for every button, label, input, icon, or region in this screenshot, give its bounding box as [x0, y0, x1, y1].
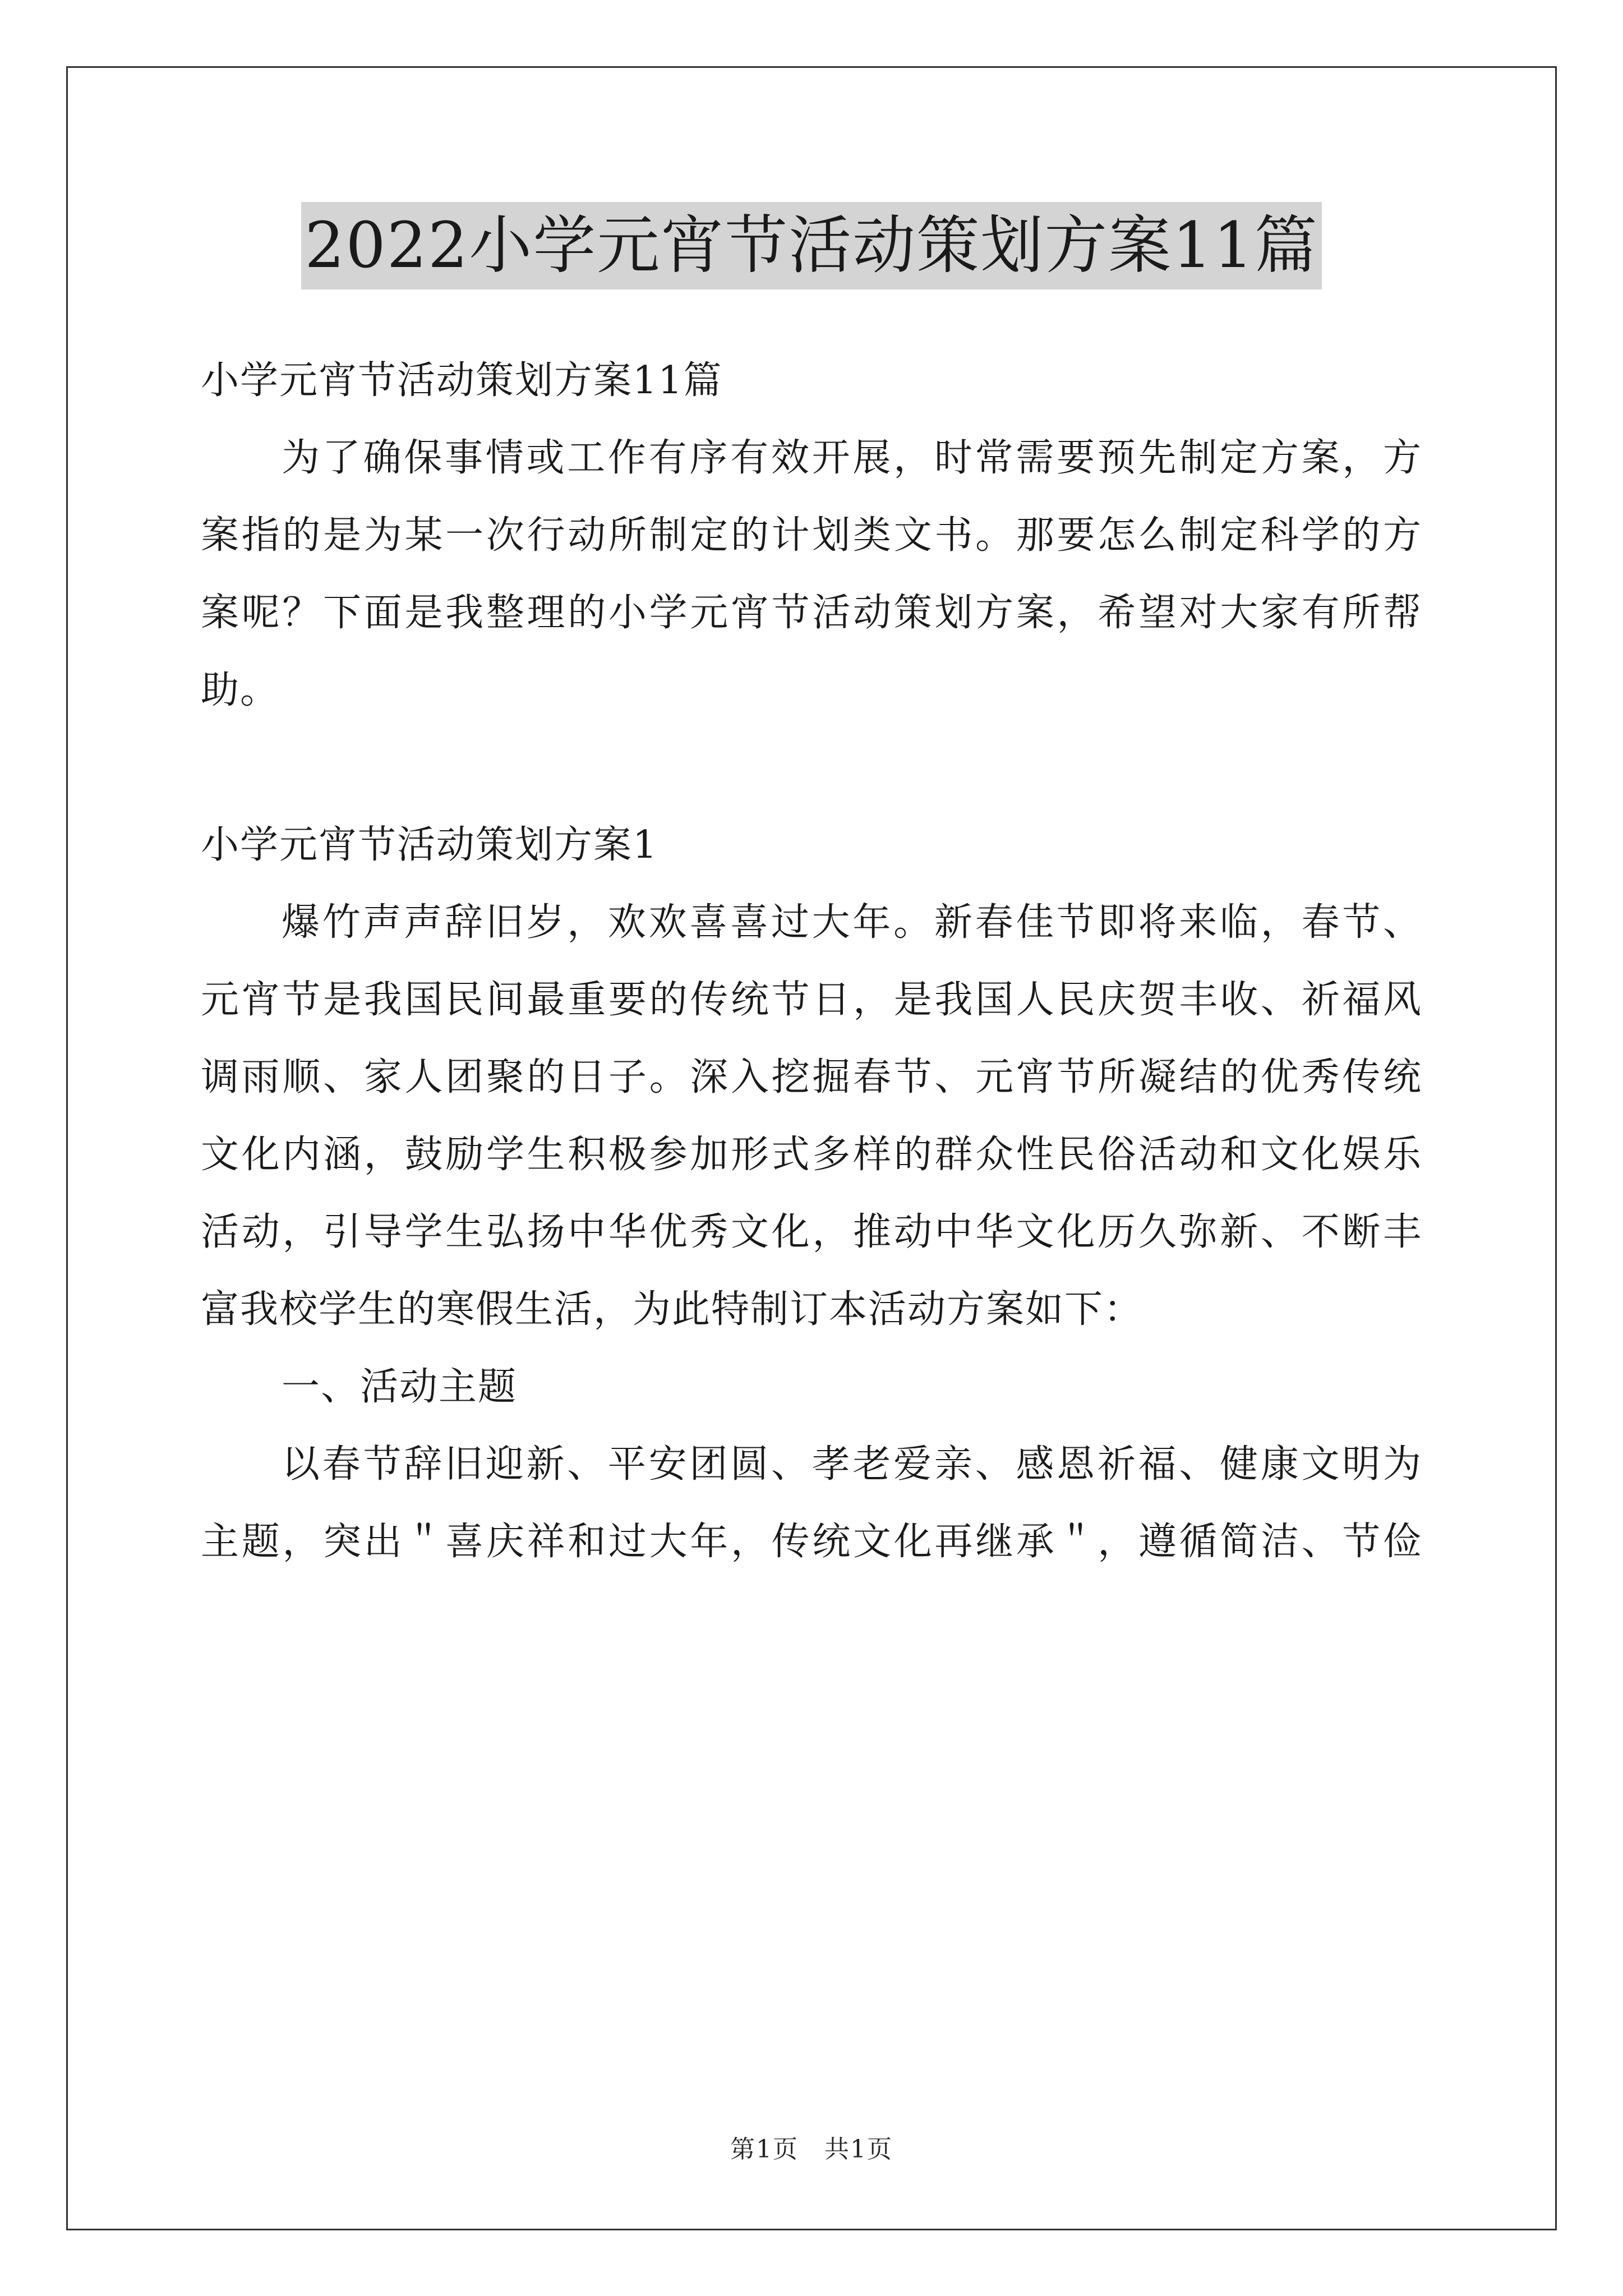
intro-line: 案指的是为某一次行动所制定的计划类文书。那要怎么制定科学的方: [201, 513, 1422, 558]
intro-line: 助。: [201, 668, 280, 712]
document-body: [201, 342, 1422, 1581]
subtitle: 小学元宵节活动策划方案11篇: [201, 358, 723, 403]
intro-line: 案呢？下面是我整理的小学元宵节活动策划方案，希望对大家有所帮: [201, 591, 1422, 635]
section-line: 元宵节是我国民间最重要的传统节日，是我国人民庆贺丰收、祈福风: [201, 978, 1422, 1022]
section-line: 文化内涵，鼓励学生积极参加形式多样的群众性民俗活动和文化娱乐: [201, 1133, 1422, 1177]
activity-theme-line: 主题，突出＂喜庆祥和过大年，传统文化再继承＂，遵循简洁、节俭: [201, 1520, 1422, 1564]
section-line: 活动，引导学生弘扬中华优秀文化，推动中华文化历久弥新、不断丰: [201, 1210, 1422, 1254]
document-title: 2022小学元宵节活动策划方案11篇: [301, 202, 1322, 289]
section-line: 爆竹声声辞旧岁，欢欢喜喜过大年。新春佳节即将来临，春节、: [282, 900, 1422, 945]
intro-line: 为了确保事情或工作有序有效开展，时常需要预先制定方案，方: [282, 436, 1422, 480]
section-line: 调雨顺、家人团聚的日子。深入挖掘春节、元宵节所凝结的优秀传统: [201, 1055, 1422, 1099]
page-footer: 第1页 共1页: [730, 2135, 893, 2164]
section-line: 富我校学生的寒假生活，为此特制订本活动方案如下：: [201, 1287, 1144, 1332]
section-heading: 小学元宵节活动策划方案1: [201, 823, 658, 867]
activity-theme-line: 以春节辞旧迎新、平安团圆、孝老爱亲、感恩祈福、健康文明为: [282, 1442, 1422, 1487]
activity-theme-heading: 一、活动主题: [282, 1365, 518, 1409]
title-container: [0, 202, 1623, 289]
paragraph-gap: [201, 729, 1422, 807]
